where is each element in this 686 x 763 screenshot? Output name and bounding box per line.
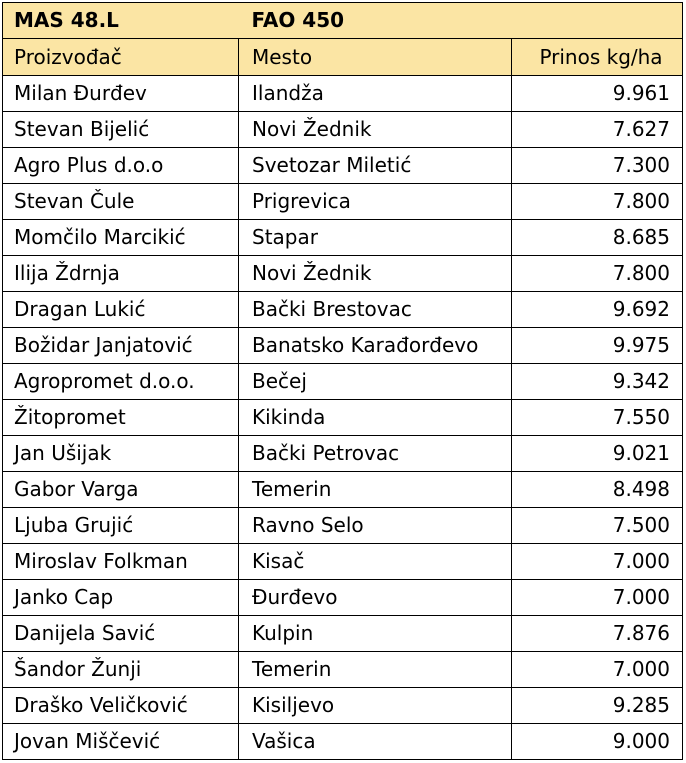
- hybrid-title-cell[interactable]: [3, 3, 239, 39]
- place-cell[interactable]: Novi Žednik: [239, 256, 512, 292]
- table-row: [3, 616, 683, 652]
- producer-cell[interactable]: Jan Ušijak: [3, 436, 239, 472]
- place-cell[interactable]: Bački Brestovac: [239, 292, 512, 328]
- yield-cell[interactable]: 9.021: [512, 436, 683, 472]
- yield-cell[interactable]: 9.692: [512, 292, 683, 328]
- yield-table: [2, 2, 683, 760]
- producer-cell[interactable]: Miroslav Folkman: [3, 544, 239, 580]
- yield-cell[interactable]: 7.000: [512, 652, 683, 688]
- table-row: [3, 328, 683, 364]
- yield-cell[interactable]: 9.285: [512, 688, 683, 724]
- yield-cell[interactable]: 9.975: [512, 328, 683, 364]
- fao-title-cell[interactable]: [239, 3, 683, 39]
- table-row: [3, 256, 683, 292]
- header-producer[interactable]: [3, 39, 239, 76]
- fao-class: FAO 450: [251, 8, 345, 32]
- table-row: [3, 580, 683, 616]
- place-cell[interactable]: Ilandža: [239, 76, 512, 112]
- yield-cell[interactable]: 9.961: [512, 76, 683, 112]
- table-row: [3, 688, 683, 724]
- table-row: [3, 724, 683, 760]
- place-cell[interactable]: Kisiljevo: [239, 688, 512, 724]
- table-row: [3, 544, 683, 580]
- yield-cell[interactable]: 7.876: [512, 616, 683, 652]
- header-place[interactable]: [239, 39, 512, 76]
- producer-cell[interactable]: Stevan Čule: [3, 184, 239, 220]
- yield-cell[interactable]: 7.300: [512, 148, 683, 184]
- table-row: [3, 76, 683, 112]
- producer-cell[interactable]: Agropromet d.o.o.: [3, 364, 239, 400]
- place-cell[interactable]: Temerin: [239, 472, 512, 508]
- yield-cell[interactable]: 7.800: [512, 184, 683, 220]
- table-row: [3, 292, 683, 328]
- place-cell[interactable]: Prigrevica: [239, 184, 512, 220]
- yield-cell[interactable]: 7.000: [512, 580, 683, 616]
- yield-cell[interactable]: 7.627: [512, 112, 683, 148]
- producer-cell[interactable]: Ljuba Grujić: [3, 508, 239, 544]
- producer-cell[interactable]: Janko Cap: [3, 580, 239, 616]
- producer-cell[interactable]: Stevan Bijelić: [3, 112, 239, 148]
- producer-cell[interactable]: Žitopromet: [3, 400, 239, 436]
- yield-cell[interactable]: 7.000: [512, 544, 683, 580]
- header-yield[interactable]: [512, 39, 683, 76]
- producer-cell[interactable]: Milan Đurđev: [3, 76, 239, 112]
- table-row: [3, 148, 683, 184]
- place-cell[interactable]: Bečej: [239, 364, 512, 400]
- table-row: [3, 364, 683, 400]
- header-row: [3, 39, 683, 76]
- table-row: [3, 652, 683, 688]
- table-row: [3, 436, 683, 472]
- producer-cell[interactable]: Šandor Žunji: [3, 652, 239, 688]
- producer-cell[interactable]: Danijela Savić: [3, 616, 239, 652]
- header-producer-label: Proizvođač: [14, 45, 122, 69]
- place-cell[interactable]: Banatsko Karađorđevo: [239, 328, 512, 364]
- place-cell[interactable]: Kisač: [239, 544, 512, 580]
- table-row: [3, 112, 683, 148]
- place-cell[interactable]: Stapar: [239, 220, 512, 256]
- title-row: [3, 3, 683, 39]
- yield-cell[interactable]: 8.498: [512, 472, 683, 508]
- producer-cell[interactable]: Agro Plus d.o.o: [3, 148, 239, 184]
- table-row: [3, 220, 683, 256]
- header-place-label: Mesto: [252, 45, 313, 69]
- producer-cell[interactable]: Božidar Janjatović: [3, 328, 239, 364]
- place-cell[interactable]: Svetozar Miletić: [239, 148, 512, 184]
- header-yield-label: Prinos kg/ha: [539, 45, 663, 69]
- table-body: [3, 3, 683, 760]
- hybrid-name: MAS 48.L: [14, 8, 119, 32]
- producer-cell[interactable]: Momčilo Marcikić: [3, 220, 239, 256]
- table-row: [3, 184, 683, 220]
- yield-cell[interactable]: 7.500: [512, 508, 683, 544]
- producer-cell[interactable]: Gabor Varga: [3, 472, 239, 508]
- place-cell[interactable]: Kikinda: [239, 400, 512, 436]
- yield-cell[interactable]: 9.342: [512, 364, 683, 400]
- place-cell[interactable]: Kulpin: [239, 616, 512, 652]
- table-row: [3, 472, 683, 508]
- place-cell[interactable]: Ravno Selo: [239, 508, 512, 544]
- yield-cell[interactable]: 9.000: [512, 724, 683, 760]
- yield-cell[interactable]: 7.800: [512, 256, 683, 292]
- yield-cell[interactable]: 7.550: [512, 400, 683, 436]
- producer-cell[interactable]: Draško Veličković: [3, 688, 239, 724]
- place-cell[interactable]: Bački Petrovac: [239, 436, 512, 472]
- place-cell[interactable]: Đurđevo: [239, 580, 512, 616]
- table-row: [3, 508, 683, 544]
- table-row: [3, 400, 683, 436]
- producer-cell[interactable]: Ilija Ždrnja: [3, 256, 239, 292]
- producer-cell[interactable]: Dragan Lukić: [3, 292, 239, 328]
- yield-cell[interactable]: 8.685: [512, 220, 683, 256]
- place-cell[interactable]: Temerin: [239, 652, 512, 688]
- producer-cell[interactable]: Jovan Miščević: [3, 724, 239, 760]
- place-cell[interactable]: Novi Žednik: [239, 112, 512, 148]
- place-cell[interactable]: Vašica: [239, 724, 512, 760]
